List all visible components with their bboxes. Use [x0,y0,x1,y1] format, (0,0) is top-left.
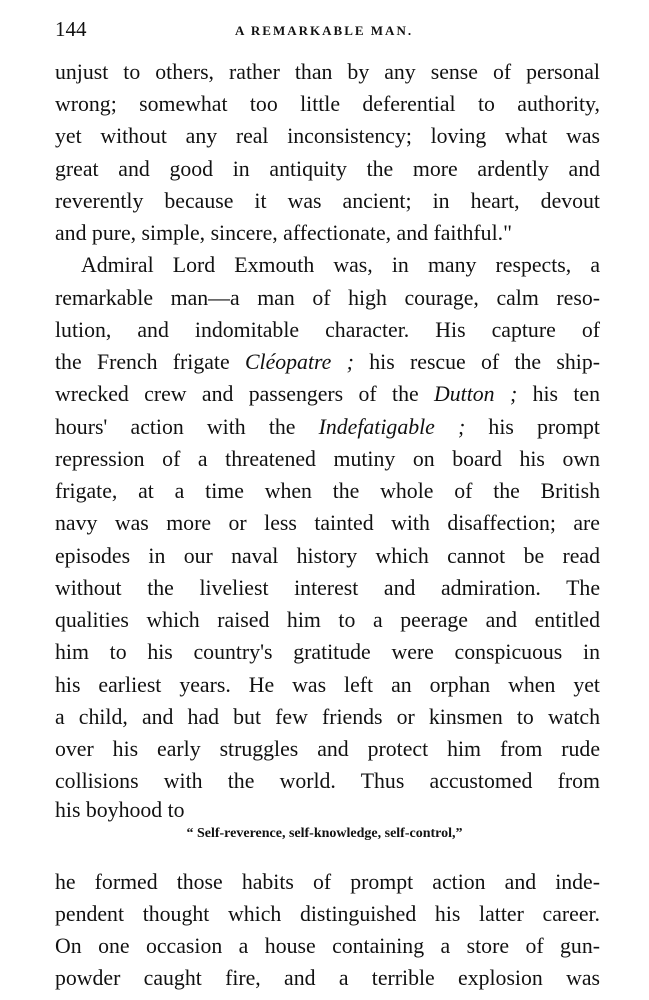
text-line: frigate, at a time when the whole of the British [55,479,600,503]
text-line: episodes in our naval history which cannot be read [55,544,600,568]
text-line: reverently because it was ancient; in heart, devout [55,189,600,213]
text-line: pendent thought which distinguished his latter career. [55,902,600,926]
page-number: 144 [55,17,87,41]
text-line [55,411,600,443]
text-line: repression of a threatened mutiny on board his own [55,447,600,471]
text-line: unjust to others, rather than by any sense of personal [55,60,600,84]
text-line: powder caught fire, and a terrible explosion was [55,966,600,990]
text-line [55,346,600,378]
page-header [55,14,600,44]
text-line: navy was more or less tainted with disaffection; are [55,511,600,535]
text-segment: his rescue of the ship- [353,350,600,374]
text-line: collisions with the world. Thus accustomed from [55,769,600,793]
text-line: yet without any real inconsistency; loving what was [55,124,600,148]
text-line: wrong; somewhat too little deferential to authority, [55,92,600,116]
text-line: and pure, simple, sincere, affectionate, and faithful." [55,221,512,245]
paragraph-first-line: Admiral Lord Exmouth was, in many respects, a [81,253,600,277]
text-line: his earliest years. He was left an orphan when yet [55,673,600,697]
text-segment: his ten [517,382,600,406]
text-line: great and good in antiquity the more ardently and [55,157,600,181]
text-segment: hours' action with the [55,415,319,439]
text-segment: wrecked crew and passengers of the [55,382,435,406]
text-line: over his early struggles and protect him from rude [55,737,600,761]
text-line [55,378,600,410]
text-line: without the liveliest interest and admiration. The [55,576,600,600]
text-segment: the French frigate [55,350,245,374]
text-line: a child, and had but few friends or kinsmen to watch [55,705,600,729]
text-line: lution, and indomitable character. His capture of [55,318,600,342]
ship-name: Dutton ; [434,382,518,406]
text-line: he formed those habits of prompt action and inde- [55,870,600,894]
text-line: him to his country's gratitude were conspicuous in [55,640,600,664]
ship-name: Indefatigable ; [318,415,466,439]
text-line: On one occasion a house containing a store of gun- [55,934,600,958]
ship-name: Cléopatre ; [244,350,354,374]
block-quote: “ Self-reverence, self-knowledge, self-control,” [186,826,463,841]
text-line: remarkable man—a man of high courage, calm reso- [55,286,600,310]
text-segment: his prompt [465,415,600,439]
running-head: A REMARKABLE MAN. [235,23,414,38]
text-line: qualities which raised him to a peerage and entitled [55,608,600,632]
text-line: his boyhood to [55,798,185,822]
